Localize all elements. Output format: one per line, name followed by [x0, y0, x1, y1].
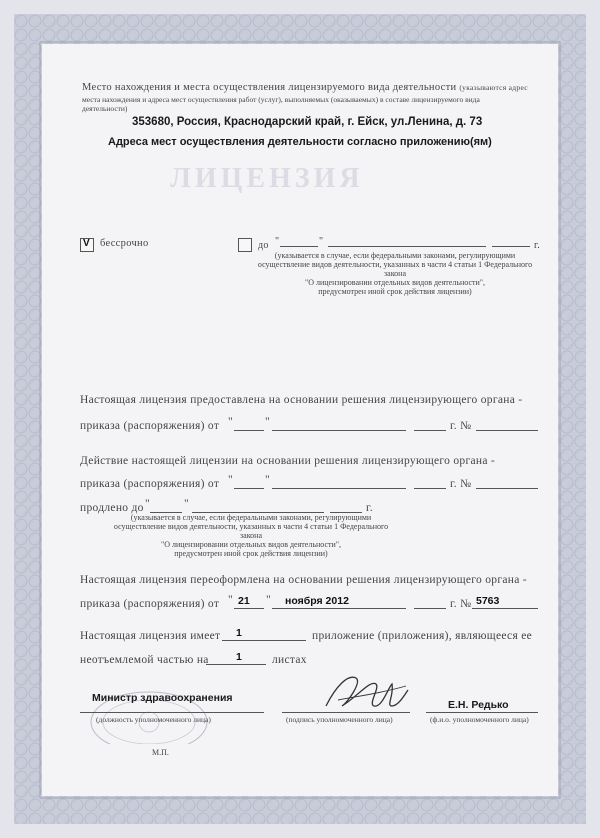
attachments-text-1: Настоящая лицензия имеет: [80, 630, 221, 642]
reissue-day-line: [234, 608, 264, 609]
validity-note-1: (указывается в случае, если федеральными законами, регулирующими: [274, 251, 516, 260]
validity-note-3: "О лицензировании отдельных видов деятельности",: [304, 278, 486, 287]
attachments-text-4: листах: [272, 654, 307, 666]
extended-note-4: предусмотрен иной срок действия лицензии): [174, 549, 328, 558]
handwritten-signature: [318, 666, 418, 716]
action-number-line: [476, 488, 538, 489]
grant-number-label: г. №: [450, 420, 472, 432]
reissue-day: 21: [238, 595, 250, 607]
unlimited-checkbox[interactable]: [80, 238, 94, 252]
name-line: [426, 712, 538, 713]
attachments-count: 1: [236, 627, 242, 639]
extended-quote-2: ": [184, 498, 189, 510]
until-day-line: [280, 246, 318, 247]
until-year-line: [492, 246, 530, 247]
check-mark: V: [83, 238, 90, 249]
action-quote-1: ": [228, 474, 233, 486]
grant-month-line: [272, 430, 406, 431]
attachments-sheets: 1: [236, 651, 242, 663]
signature-note: (подпись уполномоченного лица): [286, 715, 393, 724]
grant-text-2: приказа (распоряжения) от: [80, 420, 220, 432]
action-month-line: [272, 488, 406, 489]
name-note: (ф.и.о. уполномоченного лица): [430, 715, 529, 724]
action-day-line: [234, 488, 264, 489]
extended-note-3: "О лицензировании отдельных видов деятельности",: [160, 540, 342, 549]
reissue-quote-1: ": [228, 594, 233, 606]
extended-note: [112, 513, 390, 558]
action-text-1: Действие настоящей лицензии на основании решения лицензирующего органа -: [80, 455, 496, 467]
grant-quote-1: ": [228, 416, 233, 428]
intro-note-3: деятельности): [82, 104, 128, 113]
action-year-line: [414, 488, 446, 489]
extended-year-suffix: г.: [366, 502, 373, 514]
action-quote-2: ": [265, 474, 270, 486]
attachments-sheets-line: [206, 664, 266, 665]
intro-note-2: места нахождения и адреса мест осуществления работ (услуг), выполняемых (оказываемых) в составе лицензируемого вида: [82, 95, 480, 104]
licensee-address: 353680, Россия, Краснодарский край, г. Ейск, ул.Ленина, д. 73: [132, 116, 483, 128]
reissue-text-1: Настоящая лицензия переоформлена на основании решения лицензирующего органа -: [80, 574, 527, 586]
signature-line: [282, 712, 410, 713]
reissue-quote-2: ": [266, 594, 271, 606]
until-quote-close: ": [319, 236, 324, 247]
unlimited-label: бессрочно: [100, 238, 149, 249]
reissue-text-2: приказа (распоряжения) от: [80, 598, 220, 610]
signer-position: Министр здравоохранения: [92, 692, 233, 704]
grant-number-line: [476, 430, 538, 431]
reissue-month: ноября 2012: [285, 595, 349, 607]
position-line: [80, 712, 264, 713]
until-month-line: [328, 246, 486, 247]
reissue-number: 5763: [476, 595, 500, 607]
extended-quote-1: ": [145, 498, 150, 510]
attachments-text-3: неотъемлемой частью на: [80, 654, 209, 666]
extended-note-1: (указывается в случае, если федеральными законами, регулирующими: [130, 513, 372, 522]
validity-note: [250, 251, 540, 296]
extended-label: продлено до: [80, 502, 144, 514]
intro-note-1: (указываются адрес: [459, 83, 528, 92]
grant-text-1: Настоящая лицензия предоставлена на основании решения лицензирующего органа -: [80, 394, 523, 406]
reissue-number-label: г. №: [450, 598, 472, 610]
position-note: (должность уполномоченного лица): [96, 715, 211, 724]
grant-day-line: [234, 430, 264, 431]
grant-quote-2: ": [265, 416, 270, 428]
extended-note-2: осуществление видов деятельности, указанных в части 4 статьи 1 Федерального закона: [113, 522, 389, 540]
reissue-number-line: [472, 608, 538, 609]
reissue-month-line: [272, 608, 406, 609]
until-label: до: [258, 240, 269, 251]
address-note: Адреса мест осуществления деятельности согласно приложению(ям): [108, 136, 492, 148]
stamp-place: М.П.: [152, 748, 169, 757]
until-quote-open: ": [275, 236, 280, 247]
intro-lead: Место нахождения и места осуществления лицензируемого вида деятельности: [82, 82, 457, 93]
validity-note-2: осуществление видов деятельности, указанных в части 4 статьи 1 Федерального закона: [257, 260, 533, 278]
grant-year-line: [414, 430, 446, 431]
until-year-suffix: г.: [534, 240, 541, 251]
attachments-text-2: приложение (приложения), являющееся ее: [312, 630, 533, 642]
watermark: ЛИЦЕНЗИЯ: [170, 163, 364, 194]
until-checkbox[interactable]: [238, 238, 252, 252]
validity-note-4: предусмотрен иной срок действия лицензии): [318, 287, 472, 296]
action-number-label: г. №: [450, 478, 472, 490]
intro-line-1: [82, 82, 528, 93]
action-text-2: приказа (распоряжения) от: [80, 478, 220, 490]
signer-name: Е.Н. Редько: [448, 699, 509, 711]
attachments-count-line: [222, 640, 306, 641]
reissue-year-line: [414, 608, 446, 609]
